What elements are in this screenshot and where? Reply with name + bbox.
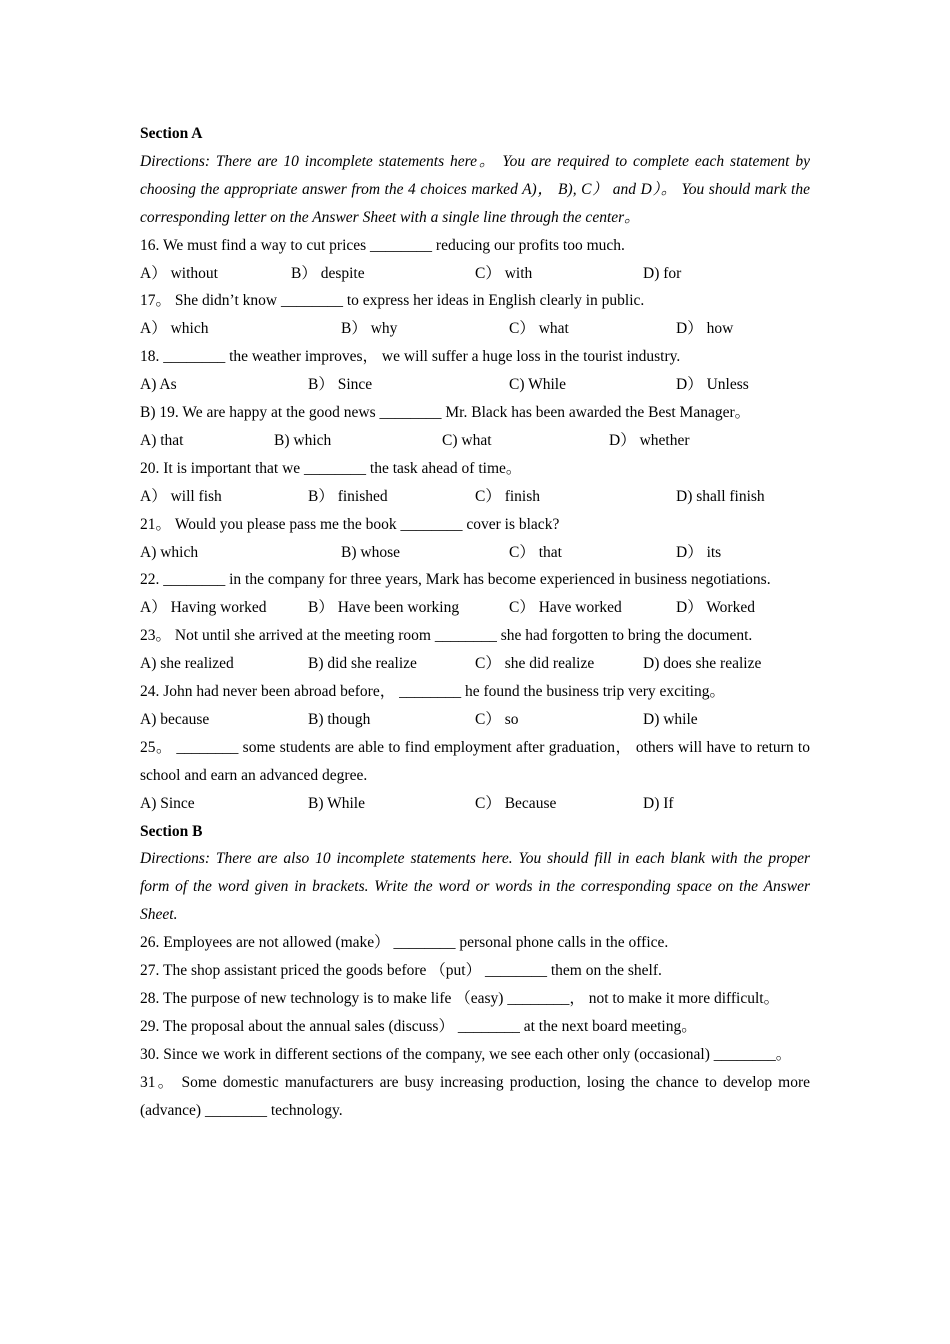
option-c: C） what — [509, 320, 569, 338]
question-29: 29. The proposal about the annual sales (discuss） ________ at the next board meeting。 — [140, 1017, 697, 1035]
option-d: D) does she realize — [643, 655, 762, 673]
question-30: 30. Since we work in different sections of the company, we see each other only (occasional) ________。 — [140, 1045, 792, 1063]
option-b: B） finished — [308, 487, 388, 505]
option-a: A) which — [140, 543, 199, 561]
option-a: A） without — [140, 264, 218, 282]
question-21: 21。 Would you please pass me the book ________ cover is black? — [140, 515, 560, 533]
question-24-options — [140, 706, 810, 734]
option-a: A) As — [140, 376, 177, 394]
option-b: B) whose — [341, 543, 400, 561]
option-d: D) shall finish — [676, 487, 765, 505]
question-19: B) 19. We are happy at the good news ________ Mr. Black has been awarded the Best Manager。 — [140, 404, 751, 422]
question-26: 26. Employees are not allowed (make） ________ personal phone calls in the office. — [140, 934, 669, 952]
question-17: 17。 She didn’t know ________ to express her ideas in English clearly in public. — [140, 292, 645, 310]
option-c: C） Have worked — [509, 599, 622, 617]
option-b: B) though — [308, 710, 371, 728]
question-25: 25。 ________ some students are able to find employment after graduation， others will have to return to school and earn an advanced degree. — [140, 738, 810, 784]
option-d: D） Worked — [676, 599, 755, 617]
option-d: D） Unless — [676, 376, 749, 394]
option-d: D） whether — [609, 431, 690, 449]
option-c: C） so — [475, 710, 519, 728]
section-b-heading: Section B — [140, 822, 203, 840]
question-22-options — [140, 594, 810, 622]
option-b: B) While — [308, 794, 365, 812]
option-b: B） why — [341, 320, 398, 338]
option-b: B) which — [274, 431, 332, 449]
question-18-options — [140, 371, 810, 399]
question-22: 22. ________ in the company for three years, Mark has become experienced in business negotiations. — [140, 571, 771, 589]
option-a: A) because — [140, 710, 210, 728]
option-a: A） Having worked — [140, 599, 267, 617]
question-23-options — [140, 650, 810, 678]
question-19-options — [140, 427, 810, 455]
question-16: 16. We must find a way to cut prices ________ reducing our profits too much. — [140, 236, 625, 254]
option-a: A） will fish — [140, 487, 222, 505]
section-a-directions: Directions: There are 10 incomplete statements here。 You are required to complete each statement by choosing the appropriate answer from the 4 choices marked A)， B), C） and D）。 You should mark the corresponding letter on the Answer Sheet with a single line through the center。 — [140, 152, 810, 226]
question-20: 20. It is important that we ________ the task ahead of time。 — [140, 459, 522, 477]
option-c: C） that — [509, 543, 562, 561]
option-d: D) while — [643, 710, 698, 728]
question-24: 24. John had never been abroad before， ________ he found the business trip very exciting。 — [140, 683, 725, 700]
option-d: D） its — [676, 543, 722, 561]
section-a-heading: Section A — [140, 125, 203, 142]
exam-page — [140, 120, 810, 1124]
option-a: A) she realized — [140, 655, 234, 673]
option-d: D) If — [643, 794, 674, 812]
question-21-options — [140, 539, 810, 567]
option-b: B） despite — [291, 264, 365, 282]
question-28: 28. The purpose of new technology is to make life （easy) ________， not to make it more difficult。 — [140, 989, 780, 1007]
option-d: D) for — [643, 264, 682, 282]
option-c: C) While — [509, 376, 566, 394]
option-a: A) that — [140, 431, 184, 449]
option-a: A） which — [140, 320, 209, 338]
option-b: B） Since — [308, 376, 373, 394]
option-a: A) Since — [140, 794, 195, 812]
question-20-options — [140, 483, 810, 511]
option-b: B) did she realize — [308, 655, 417, 673]
question-18: 18. ________ the weather improves， we will suffer a huge loss in the tourist industry. — [140, 348, 681, 366]
option-c: C） finish — [475, 487, 541, 505]
option-c: C） with — [475, 264, 533, 282]
option-d: D） how — [676, 320, 734, 338]
option-b: B） Have been working — [308, 599, 460, 617]
section-b-directions: Directions: There are also 10 incomplete statements here. You should fill in each blank with the proper form of the word given in brackets. Write the word or words in the corresponding space on the Answer Sheet. — [140, 850, 810, 924]
option-c: C） she did realize — [475, 655, 595, 673]
option-c: C） Because — [475, 794, 557, 812]
question-27: 27. The shop assistant priced the goods before （put） ________ them on the shelf. — [140, 962, 662, 980]
option-c: C) what — [442, 431, 492, 449]
question-31: 31。 Some domestic manufacturers are busy increasing production, losing the chance to develop more (advance) ________ technology. — [140, 1073, 810, 1119]
question-16-options — [140, 260, 810, 288]
question-25-options — [140, 790, 810, 818]
question-17-options — [140, 315, 810, 343]
question-23: 23。 Not until she arrived at the meeting room ________ she had forgotten to bring the document. — [140, 627, 753, 645]
